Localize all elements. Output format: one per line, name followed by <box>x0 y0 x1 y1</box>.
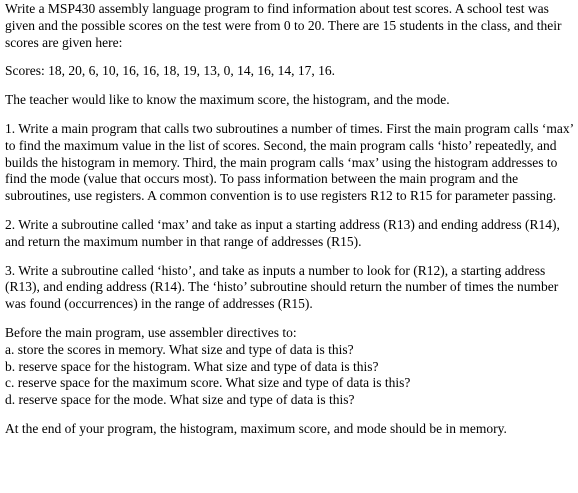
directives-intro: Before the main program, use assembler directives to: <box>5 324 297 340</box>
spacer <box>5 205 574 217</box>
spacer <box>5 80 574 92</box>
scores-line: Scores: 18, 20, 6, 10, 16, 16, 18, 19, 13, 0, 14, 16, 14, 17, 16. <box>5 63 335 79</box>
spacer <box>5 109 574 121</box>
spacer <box>5 251 574 263</box>
spacer <box>5 51 574 63</box>
step-3-paragraph: 3. Write a subroutine called ‘histo’, and take as inputs a number to look for (R12), a starting address (R13), and ending address (R14). The ‘histo’ subroutine should return the number of times the number was found (occurrences) in the range of addresses (R15). <box>5 262 559 312</box>
step-1-paragraph: 1. Write a main program that calls two subroutines a number of times. First the main program calls ‘max’ to find the maximum value in the list of scores. Second, the main program calls ‘histo’ repeatedly, and builds the histogram in memory. Third, the main program calls ‘max’ using the histogram addresses to find the mode (value that occurs most). To pass information between the main program and the subroutines, use registers. A common convention is to use registers R12 to R15 for parameter passing. <box>5 120 574 204</box>
directive-item-b: b. reserve space for the histogram. What size and type of data is this? <box>5 358 379 374</box>
directive-item-d: d. reserve space for the mode. What size and type of data is this? <box>5 392 355 408</box>
teacher-paragraph: The teacher would like to know the maximum score, the histogram, and the mode. <box>5 92 450 108</box>
intro-paragraph: Write a MSP430 assembly language program to find information about test scores. A school test was given and the possible scores on the test were from 0 to 20. There are 15 students in the class, and their scores are given here: <box>5 1 562 50</box>
directive-item-c: c. reserve space for the maximum score. What size and type of data is this? <box>5 375 411 391</box>
spacer <box>5 409 574 421</box>
closing-paragraph: At the end of your program, the histogram, maximum score, and mode should be in memory. <box>5 420 507 436</box>
directives-block <box>5 325 574 409</box>
spacer <box>5 313 574 325</box>
step-2-paragraph: 2. Write a subroutine called ‘max’ and take as input a starting address (R13) and ending address (R14), and return the maximum number in that range of addresses (R15). <box>5 216 560 249</box>
directive-item-a: a. store the scores in memory. What size and type of data is this? <box>5 341 354 357</box>
